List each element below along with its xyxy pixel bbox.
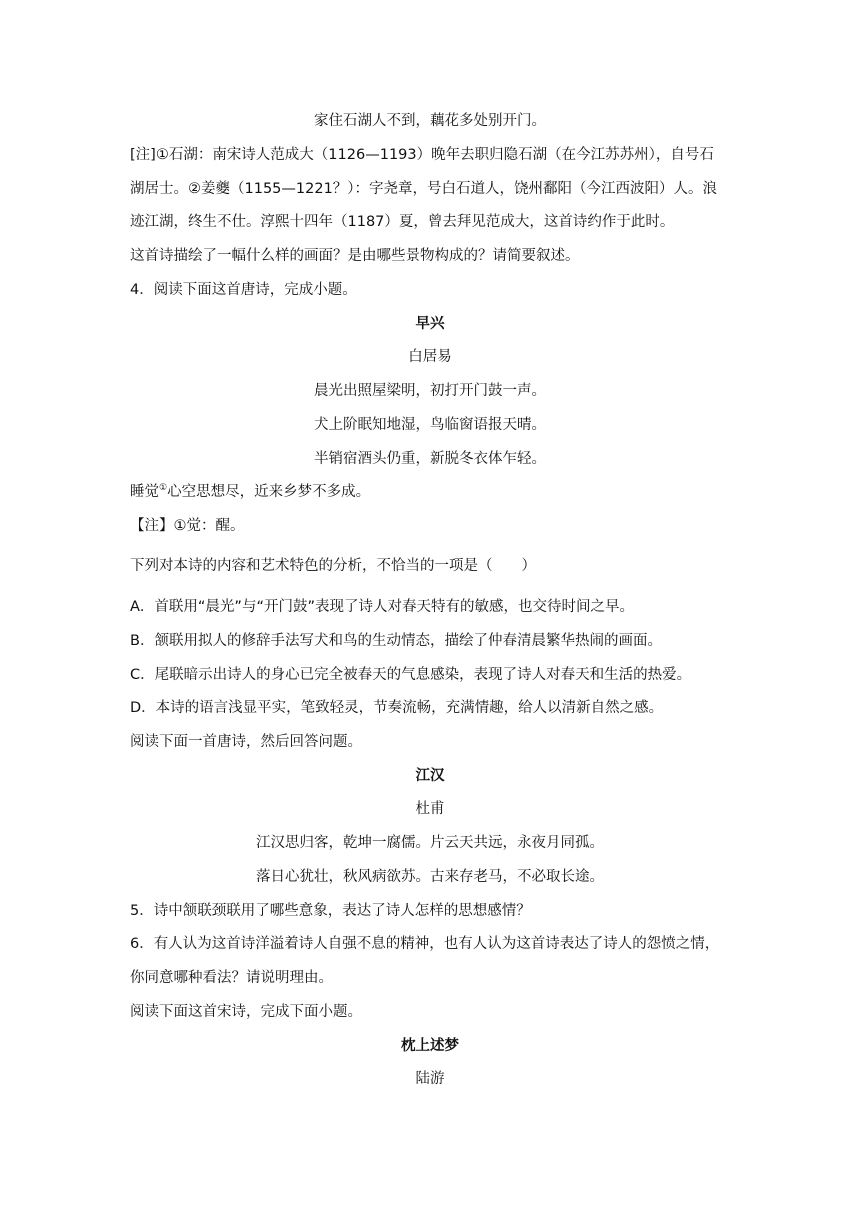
poem-author: 陆游 [415,1071,445,1087]
footnote-marker: ① [159,483,168,494]
poem-title: 江汉 [415,768,445,784]
question-6-continued: 你同意哪种看法？请说明理由。 [130,970,333,986]
question-6: 6．有人认为这首诗洋溢着诗人自强不息的精神，也有人认为这首诗表达了诗人的怨愤之情， [130,936,720,952]
note-line: [注]①石湖：南宋诗人范成大（1126—1193）晚年去职归隐石湖（在今江苏苏州），自号石 [130,147,714,163]
question-text: 这首诗描绘了一幅什么样的画面？是由哪些景物构成的？请简要叙述。 [130,248,580,264]
poem-title: 早兴 [415,316,445,332]
poem-line: 落日心犹壮，秋风病欲苏。古来存老马，不必取长途。 [256,869,604,885]
note-line: 迹江湖，终生不仕。淳熙十四年（1187）夏，曾去拜见范成大，这首诗约作于此时。 [130,214,675,230]
poem-line: 犬上阶眠知地湿，鸟临窗语报天晴。 [314,417,546,433]
question-stem: 下列对本诗的内容和艺术特色的分析，不恰当的一项是（ ） [130,558,536,574]
option-a: A．首联用“晨光”与“开门鼓”表现了诗人对春天特有的敏感，也交待时间之早。 [130,599,634,615]
question-5: 5．诗中颔联颈联用了哪些意象，表达了诗人怎样的思想感情？ [130,903,531,919]
option-d: D．本诗的语言浅显平实，笔致轻灵，节奏流畅，充满情趣，给人以清新自然之感。 [130,700,664,716]
poem-line [130,482,730,502]
question-intro: 4．阅读下面这首唐诗，完成小题。 [130,282,357,298]
poem-title: 枕上述梦 [401,1038,459,1054]
poem-line: 江汉思归客，乾坤一腐儒。片云天共远，永夜月同孤。 [256,835,604,851]
poem-author: 白居易 [408,349,452,365]
note-line: 湖居士。②姜夔（1155—1221？）：字尧章，号白石道人，饶州鄱阳（今江西波阳）人。浪 [130,181,718,197]
question-intro: 阅读下面一首唐诗，然后回答问题。 [130,734,362,750]
note-line: 【注】①觉：醒。 [130,518,245,534]
poem-line: 半销宿酒头仍重，新脱冬衣体乍轻。 [314,451,546,467]
option-c: C．尾联暗示出诗人的身心已完全被春天的气息感染，表现了诗人对春天和生活的热爱。 [130,667,692,683]
poem-line: 家住石湖人不到，藕花多处别开门。 [314,113,546,129]
poem-author: 杜甫 [415,801,445,817]
poem-line-start: 睡觉 [130,484,159,500]
option-b: B．颔联用拟人的修辞手法写犬和鸟的生动情态，描绘了仲春清晨繁华热闹的画面。 [130,633,662,649]
poem-line: 晨光出照屋梁明，初打开门鼓一声。 [314,383,546,399]
question-intro: 阅读下面这首宋诗，完成下面小题。 [130,1004,362,1020]
poem-line-end: 心空思想尽，近来乡梦不多成。 [167,484,371,500]
